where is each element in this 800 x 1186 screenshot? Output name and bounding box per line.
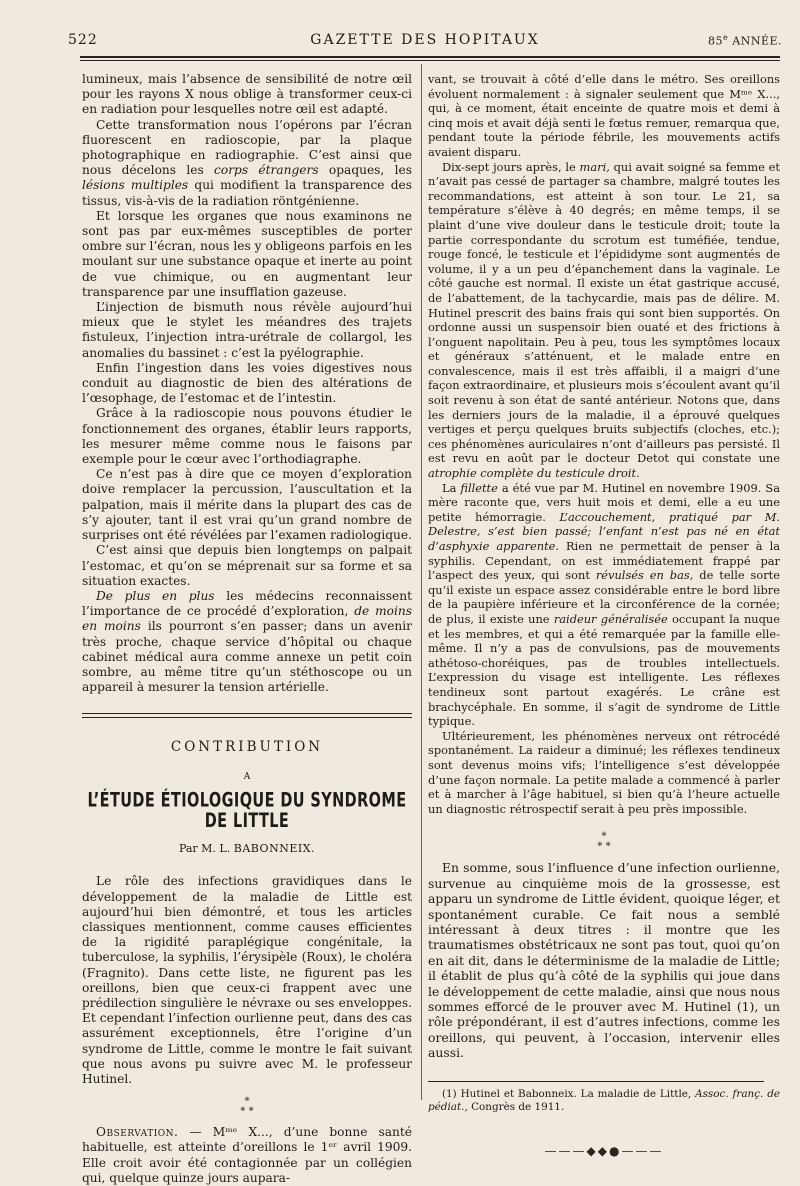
- paragraph: Dix-sept jours après, le mari, qui avait soigné sa femme et n’avait pas cessé de partager sa chambre, malgré toutes les recommandations, est atteint à son tour. Le 21, sa température s’élève à 40 degrés; en même temps, il se plaint d’une vive douleur dans le testicule droit; toute la partie correspondante du scrotum est tuméfiée, tendue, rouge foncé, le testicule et l’épididyme sont augmentés de volume, il y a un peu d’épanchement dans la vaginale. Le côté gauche est normal. Il existe un état gastrique accusé, de l’abattement, de la tachycardie, mais pas de délire. M. Hutinel prescrit des bains frais qui sont bien supportés. On ordonne aussi un suspensoir bien ouaté et des frictions à l’onguent napolitain. Peu à peu, tous les symptômes locaux et généraux s’atténuent, et le malade entre en convalescence, mais il est très affaibli, il a maigri d’une façon extraordinaire, et plusieurs mois s’écoulent avant qu’il soit revenu à son état de santé antérieur. Notons que, dans les derniers jours de la maladie, il a éprouvé quelques vertiges et perçu quelques bruits subjectifs (cloches, etc.); ces phénomènes auriculaires n’ont d’ailleurs pas persisté. Il est revu en août par le docteur Detot qui constate une atrophie complète du testicule droit.: [428, 159, 780, 481]
- paragraph: La fillette a été vue par M. Hutinel en novembre 1909. Sa mère raconte que, vers huit mois et demi, elle a eu une petite hémorragie. L’accouchement, pratiqué par M. Delestre, s’est bien passé; l’enfant n’est pas né en état d’asphyxie apparente. Rien ne permettait de penser à la syphilis. Cependant, on est immédiatement frappé par l’aspect des yeux, qui sont révulsés en bas, de telle sorte qu’il existe un espace assez considérable entre le bord libre de la paupière inférieure et la circonférence de la cornée; de plus, il existe une raideur généralisée occupant la nuque et les membres, et qui a été remarquée par la famille elle-même. Il n’y a pas de convulsions, pas de mouvements athétoso-choréiques, pas de troubles intellectuels. L’expression du visage est intelligente. Les réflexes tendineux sont partout exagérés. Le crâne est brachycéphale. En somme, il s’agit de syndrome de Little typique.: [428, 480, 780, 729]
- page-number: 522: [68, 32, 98, 48]
- paragraph: En somme, sous l’influence d’une infection ourlienne, survenue au cinquième mois de la grossesse, est apparu un syndrome de Little évident, quoique léger, et spontanément curable. Ce fait nous a semblé intéressant à deux titres : il montre que les traumatismes obstétricaux ne sont pas tout, quoi qu’on en ait dit, dans le déterminisme de la maladie de Little; il établit de plus qu’à côté de la syphilis qui joue dans le développement de cette maladie, ainsi que nous nous sommes efforcé de le prouver avec M. Hutinel (1), un rôle prépondérant, il est d’autres infections, comme les oreillons, qui peuvent, à l’occasion, intervenir elles aussi.: [428, 860, 780, 1061]
- paragraph: Ultérieurement, les phénomènes nerveux ont rétrocédé spontanément. La raideur a diminué; les réflexes tendineux sont devenus moins vifs; l’intelligence s’est développée d’une façon normale. La petite malade a commencé à parler et à marcher à l’âge habituel, si bien qu’à l’heure actuelle un diagnostic rétrospectif serait à peu près impossible.: [428, 728, 780, 816]
- left-column: [82, 72, 412, 1186]
- running-header: [68, 30, 782, 52]
- paragraph: Observation. — Mᵐᵉ X..., d’une bonne santé habituelle, est atteinte d’oreillons le 1ᵉʳ avril 1909. Elle croit avoir été contagionnée par un collégien qui, quelque quinze jours aupara-: [82, 1125, 412, 1185]
- article-kicker-a: A: [243, 771, 251, 782]
- article-title: L’ÉTUDE ÉTIOLOGIQUE DU SYNDROME DE LITTLE: [87, 790, 407, 833]
- header-rule-thin: [80, 60, 780, 61]
- paragraph: Grâce à la radioscopie nous pouvons étudier le fonctionnement des organes, établir leurs rapports, les mesurer même comme nous le faisons par exemple pour le cœur avec l’orthodiagraphe.: [82, 406, 412, 467]
- year-label: 85e ANNÉE.: [708, 33, 782, 48]
- paragraph: L’injection de bismuth nous révèle aujourd’hui mieux que le stylet les méandres des trajets fistuleux, l’injection intra-urétrale de collargol, les anomalies du bassinet : c’est la pyélographie.: [82, 300, 412, 360]
- paragraph: Enfin l’ingestion dans les voies digestives nous conduit au diagnostic de bien des altérations de l’œsophage, de l’estomac et de l’intestin.: [82, 360, 412, 406]
- article-kicker: CONTRIBUTION: [170, 739, 324, 756]
- paragraph: Le rôle des infections gravidiques dans le développement de la maladie de Little est aujourd’hui bien démontré, et tous les articles classiques mentionnent, comme causes efficientes de la rigidité paraplégique congénitale, la tuberculose, la syphilis, l’érysipèle (Roux), le choléra (Fragnito). Dans cette liste, ne figurent pas les oreillons, bien que ceux-ci frappent avec une prédilection singulière le névraxe ou ses enveloppes. Et cependant l’infection ourlienne peut, dans des cas assurément exceptionnels, être l’origine d’un syndrome de Little, comme le montre le fait suivant que nous avons pu suivre avec M. le professeur Hutinel.: [82, 874, 412, 1086]
- header-rule: [80, 56, 780, 58]
- section-stars: * * *: [597, 831, 611, 853]
- footnote: (1) Hutinel et Babonneix. La maladie de Little, Assoc. franç. de pédiat., Congrès de 1911.: [428, 1087, 780, 1113]
- paragraph: Cette transformation nous l’opérons par l’écran fluorescent en radioscopie, par la plaque photographique en radiographie. C’est ainsi que nous décelons les corps étrangers opaques, les lésions multiples qui modifient la transparence des tissus, vis-à-vis de la radiation röntgénienne.: [82, 117, 413, 208]
- section-stars: * * *: [240, 1096, 254, 1118]
- paragraph: C’est ainsi que depuis bien longtemps on palpait l’estomac, et qu’on se méprenait sur sa forme et sa situation exactes.: [82, 543, 412, 588]
- section-rule: [82, 713, 412, 718]
- paragraph: De plus en plus les médecins reconnaissent l’importance de ce procédé d’exploration, de moins en moins ils pourront s’en passer; dans un avenir très proche, chaque service d’hôpital ou chaque cabinet médical aura comme annexe un petit coin sombre, au même titre qu’un stéthoscope ou un appareil à mesurer la tension artérielle.: [82, 588, 412, 695]
- column-divider: [421, 64, 422, 1100]
- journal-title: GAZETTE DES HOPITAUX: [310, 32, 540, 48]
- paragraph: lumineux, mais l’absence de sensibilité de notre œil pour les rayons X nous oblige à transformer ceux-ci en radiation pour lesquelles notre œil est adapté.: [82, 72, 412, 117]
- right-column: [428, 72, 780, 1158]
- article-author: Par M. L. BABONNEIX.: [178, 842, 316, 856]
- end-ornament: ———◆◆●———: [544, 1143, 664, 1158]
- paragraph: vant, se trouvait à côté d’elle dans le métro. Ses oreillons évoluent normalement : à signaler seulement que Mᵐᵉ X..., qui, à ce moment, était enceinte de quatre mois et demi à cinq mois et avait déjà senti le fœtus remuer, remarqua que, pendant toute la période fébrile, les mouvements actifs avaient disparu.: [428, 72, 780, 159]
- paragraph: Ce n’est pas à dire que ce moyen d’exploration doive remplacer la percussion, l’auscultation et la palpation, mais il mérite dans la plupart des cas de s’y ajouter, tant il est vrai qu’un grand nombre de surprises ont été révélées par l’examen radiologique.: [82, 467, 412, 543]
- footnote-rule: [428, 1081, 764, 1082]
- paragraph: Et lorsque les organes que nous examinons ne sont pas par eux-mêmes susceptibles de porter ombre sur l’écran, nous les y obligeons parfois en les moulant sur une substance opaque et inerte au point de vue chimique, ou en augmentant leur transparence par une insufflation gazeuse.: [82, 208, 412, 299]
